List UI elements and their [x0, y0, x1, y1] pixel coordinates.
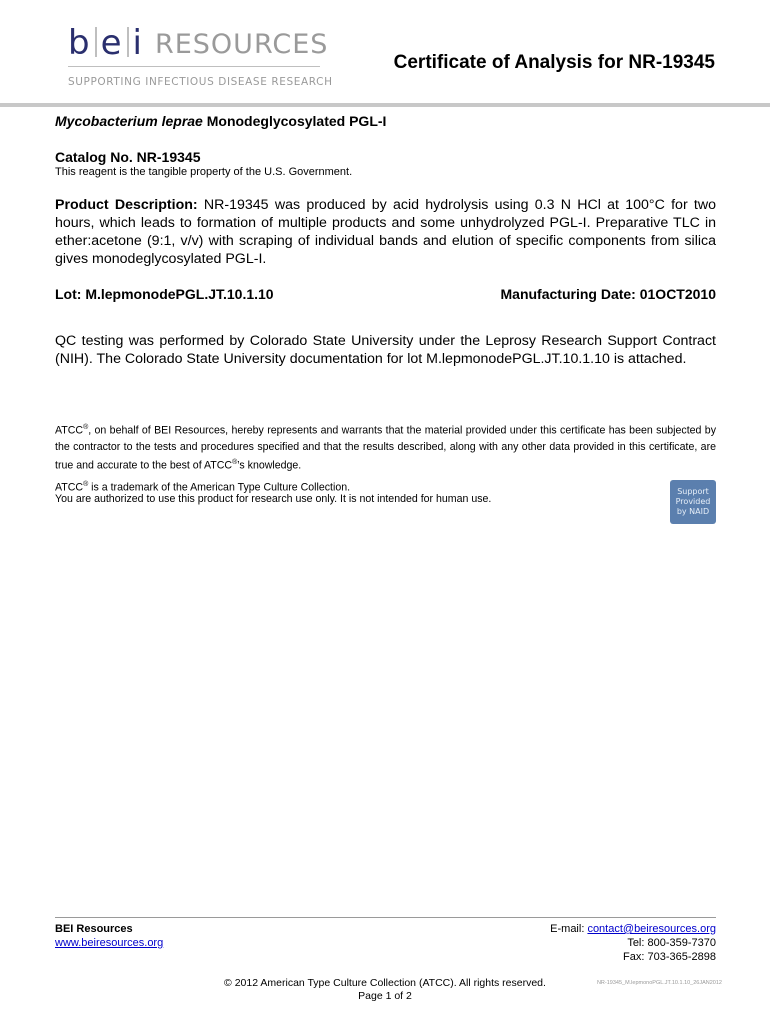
certificate-title: Certificate of Analysis for NR-19345	[393, 52, 715, 73]
logo-letter: e	[100, 23, 123, 63]
naid-support-badge	[670, 480, 716, 524]
registered-mark: ®	[83, 424, 89, 431]
email-link[interactable]: contact@beiresources.org	[587, 923, 716, 935]
product-name-rest: Monodeglycosylated PGL-I	[202, 113, 387, 129]
logo-resources-text: RESOURCES	[154, 29, 329, 60]
footer-email	[550, 923, 716, 935]
naid-badge-line: Provided	[675, 497, 711, 506]
warranty-text-a: , on behalf of BEI Resources, hereby represents and warrants that the material provided under this certificate has been subjected by the contractor to the tests and procedures specified and that the results described, along with any other data provided in this certificate, are true and accurate to the best of	[55, 424, 716, 472]
lot-number: Lot: M.lepmonodePGL.JT.10.1.10	[55, 286, 274, 302]
email-label: E-mail:	[550, 923, 588, 935]
product-name	[55, 113, 386, 129]
naid-badge-line: Support	[677, 487, 709, 496]
bei-resources-logo	[68, 23, 329, 63]
logo-separator	[95, 27, 97, 57]
website-link[interactable]: www.beiresources.org	[55, 937, 164, 949]
footer-fax: Fax: 703-365-2898	[623, 951, 716, 963]
header-divider	[0, 103, 770, 107]
naid-badge-line: by NAID	[676, 507, 710, 516]
product-description-label: Product Description:	[55, 197, 198, 213]
product-description	[55, 196, 716, 268]
tangible-property-note: This reagent is the tangible property of the U.S. Government.	[55, 166, 353, 178]
warranty-text-b: ’s knowledge.	[237, 459, 302, 472]
logo-bei-text	[68, 23, 143, 63]
trademark-text: is a trademark of the American Type Culture Collection.	[88, 481, 351, 494]
atcc-label-2: ATCC	[204, 459, 233, 472]
footer-divider	[55, 917, 716, 918]
manufacturing-date: Manufacturing Date: 01OCT2010	[500, 286, 716, 302]
logo-bei-letters	[68, 23, 143, 63]
registered-mark-3: ®	[83, 481, 89, 488]
qc-statement: QC testing was performed by Colorado State University under the Leprosy Research Support Contract (NIH). The Colorado State University documentation for lot M.lepmonodePGL.JT.10.1.10 is attached.	[55, 333, 716, 367]
warranty-statement	[55, 420, 716, 473]
registered-mark-2: ®	[232, 458, 238, 466]
atcc-label-3: ATCC	[55, 481, 84, 494]
footer-org-name: BEI Resources	[55, 923, 133, 935]
document-id: NR-19345_M.lepmonoPGL.JT.10.1.10_26JAN2012	[596, 980, 722, 986]
logo-tagline: SUPPORTING INFECTIOUS DISEASE RESEARCH	[68, 76, 333, 88]
footer-telephone: Tel: 800-359-7370	[627, 937, 716, 949]
logo-separator	[127, 27, 129, 57]
logo-letter: b	[68, 23, 91, 63]
product-description-text: NR-19345 was produced by acid hydrolysis using 0.3 N HCl at 100°C for two hours, which leads to formation of multiple products and some unhydrolyzed PGL-I. Preparative TLC in ether:acetone (9:1, v/v) with scraping of individual bands and elution of specific components from silica gives monodeglycosylated PGL-I.	[55, 197, 717, 267]
species-name: Mycobacterium leprae	[55, 113, 203, 129]
research-use-notice: You are authorized to use this product for research use only. It is not intended for human use.	[55, 493, 492, 505]
catalog-number: Catalog No. NR-19345	[55, 149, 201, 165]
logo-letter: i	[132, 23, 143, 63]
copyright-notice: © 2012 American Type Culture Collection (ATCC). All rights reserved.	[224, 977, 546, 989]
page-number: Page 1 of 2	[358, 990, 412, 1002]
logo-divider	[68, 66, 320, 67]
atcc-label: ATCC	[55, 424, 84, 437]
